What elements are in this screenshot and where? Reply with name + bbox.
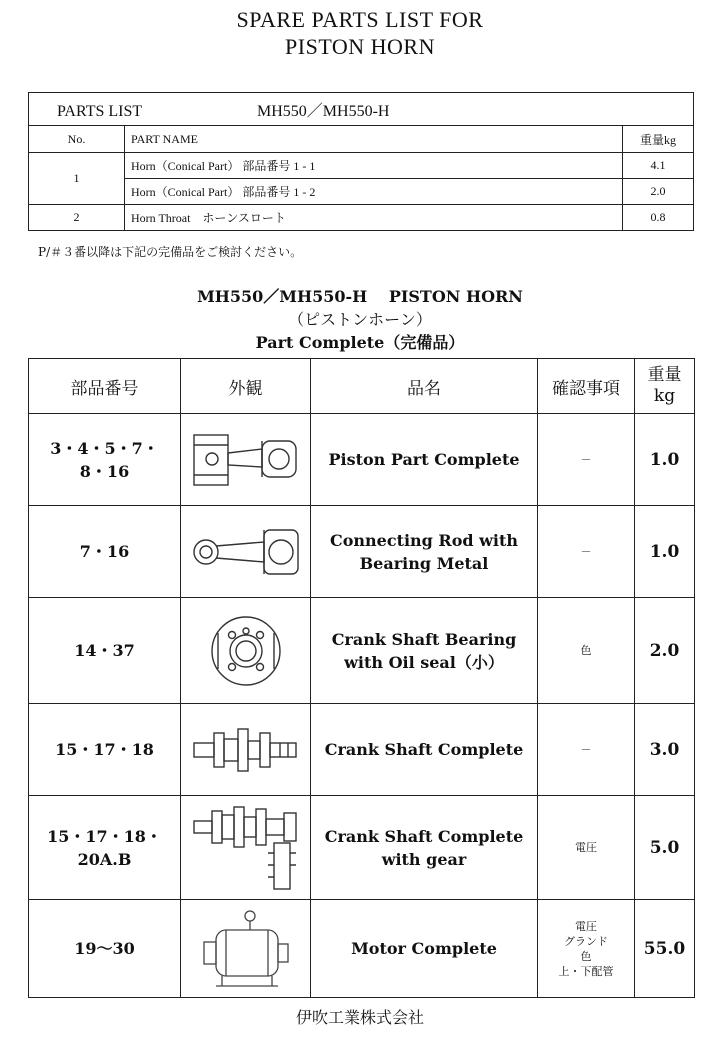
table-row <box>29 179 694 205</box>
col-image-header: 外観 <box>181 359 311 414</box>
company-name: 伊吹工業株式会社 <box>295 1008 424 1027</box>
part-name-line-1: Piston Part Complete <box>328 450 520 469</box>
section-title-line-3: Part Complete（完備品） <box>255 333 465 352</box>
part-name-line-2: Bearing Metal <box>359 553 489 573</box>
parts-list-table <box>28 92 694 231</box>
check-item: 電圧 <box>538 796 635 900</box>
check-item: － <box>538 704 635 796</box>
document-title <box>0 6 720 60</box>
motor-icon <box>196 908 296 990</box>
col-check-header: 確認事項 <box>538 359 635 414</box>
part-image-cell <box>181 796 311 900</box>
part-number-line-2: 8・16 <box>79 461 130 481</box>
table-row <box>29 900 695 998</box>
check-item: 上・下配管 <box>558 964 614 978</box>
check-item: 電圧 <box>575 919 597 933</box>
section-title <box>0 285 720 354</box>
part-number-line-1: 15・17・18 <box>55 740 154 759</box>
weight-value: 1.0 <box>635 414 695 506</box>
part-number-line-1: 19～30 <box>74 939 135 958</box>
crank-shaft-gear-icon <box>190 803 302 893</box>
part-number-line-1: 14・37 <box>74 641 135 660</box>
connecting-rod-icon <box>188 522 304 582</box>
weight-value: 3.0 <box>635 704 695 796</box>
col-part-name-header: PART NAME <box>125 126 623 153</box>
parts-list-header <box>29 93 694 126</box>
weight-value: 5.0 <box>635 796 695 900</box>
part-name <box>311 900 538 998</box>
col-name-header: 品名 <box>311 359 538 414</box>
part-name-line-1: Crank Shaft Bearing <box>331 629 517 649</box>
part-number-line-2: 20A.B <box>77 849 132 869</box>
crank-shaft-icon <box>190 725 302 775</box>
check-items <box>538 900 635 998</box>
check-item: グランド <box>564 934 608 948</box>
table-row <box>29 506 695 598</box>
part-image-cell <box>181 900 311 998</box>
complete-parts-table <box>28 358 695 998</box>
table-row <box>29 414 695 506</box>
part-number-line-1: 7・16 <box>79 542 130 561</box>
row-weight: 2.0 <box>623 179 694 205</box>
part-image-cell <box>181 704 311 796</box>
row-part-name: Horn Throat ホーンスロート <box>125 205 623 231</box>
row-part-name: Horn（Conical Part） 部品番号 1 - 2 <box>125 179 623 205</box>
weight-value: 1.0 <box>635 506 695 598</box>
part-number <box>29 796 181 900</box>
weight-value: 2.0 <box>635 598 695 704</box>
table-row <box>29 704 695 796</box>
weight-header-line-2: kg <box>653 386 676 406</box>
part-image-cell <box>181 414 311 506</box>
row-weight: 0.8 <box>623 205 694 231</box>
title-line-2: PISTON HORN <box>285 34 435 59</box>
check-item: － <box>538 506 635 598</box>
weight-header-line-1: 重量 <box>647 365 682 385</box>
check-item: 色 <box>580 949 592 963</box>
part-name-line-1: Crank Shaft Complete <box>324 740 524 759</box>
col-part-no-header: 部品番号 <box>29 359 181 414</box>
note-text: P/＃３番以降は下記の完備品をご検討ください。 <box>38 245 303 259</box>
row-part-name: Horn（Conical Part） 部品番号 1 - 1 <box>125 153 623 179</box>
part-name-line-1: Connecting Rod with <box>329 530 519 550</box>
section-title-line-2: （ピストンホーン） <box>288 310 432 329</box>
piston-part-icon <box>190 427 302 493</box>
parts-list-label: PARTS LIST <box>57 102 143 120</box>
check-item: － <box>538 414 635 506</box>
part-name <box>311 704 538 796</box>
title-line-1: SPARE PARTS LIST FOR <box>236 7 484 32</box>
part-number-line-1: 15・17・18・ <box>47 826 162 846</box>
row-weight: 4.1 <box>623 153 694 179</box>
part-number <box>29 598 181 704</box>
part-number <box>29 900 181 998</box>
check-item: 色 <box>538 598 635 704</box>
part-name-line-2: with gear <box>381 849 467 869</box>
section-title-line-1: MH550／MH550-H PISTON HORN <box>197 287 523 306</box>
part-number <box>29 704 181 796</box>
table-row <box>29 796 695 900</box>
bearing-icon <box>206 611 286 691</box>
part-name-line-1: Crank Shaft Complete <box>324 826 524 846</box>
part-number <box>29 414 181 506</box>
col-weight-header: 重量kg <box>623 126 694 153</box>
table-row <box>29 153 694 179</box>
table-row <box>29 598 695 704</box>
parts-list-model: MH550／MH550-H <box>257 102 390 120</box>
part-number <box>29 506 181 598</box>
part-image-cell <box>181 506 311 598</box>
part-number-line-1: 3・4・5・7・ <box>50 438 159 458</box>
col-weight-header <box>635 359 695 414</box>
row-no: 2 <box>29 205 125 231</box>
part-name-line-2: with Oil seal（小） <box>344 652 504 672</box>
part-name <box>311 598 538 704</box>
part-name <box>311 414 538 506</box>
part-name <box>311 506 538 598</box>
col-no-header: No. <box>29 126 125 153</box>
row-no: 1 <box>29 153 125 205</box>
part-name <box>311 796 538 900</box>
part-name-line-1: Motor Complete <box>351 939 497 958</box>
weight-value: 55.0 <box>635 900 695 998</box>
part-image-cell <box>181 598 311 704</box>
table-row <box>29 205 694 231</box>
